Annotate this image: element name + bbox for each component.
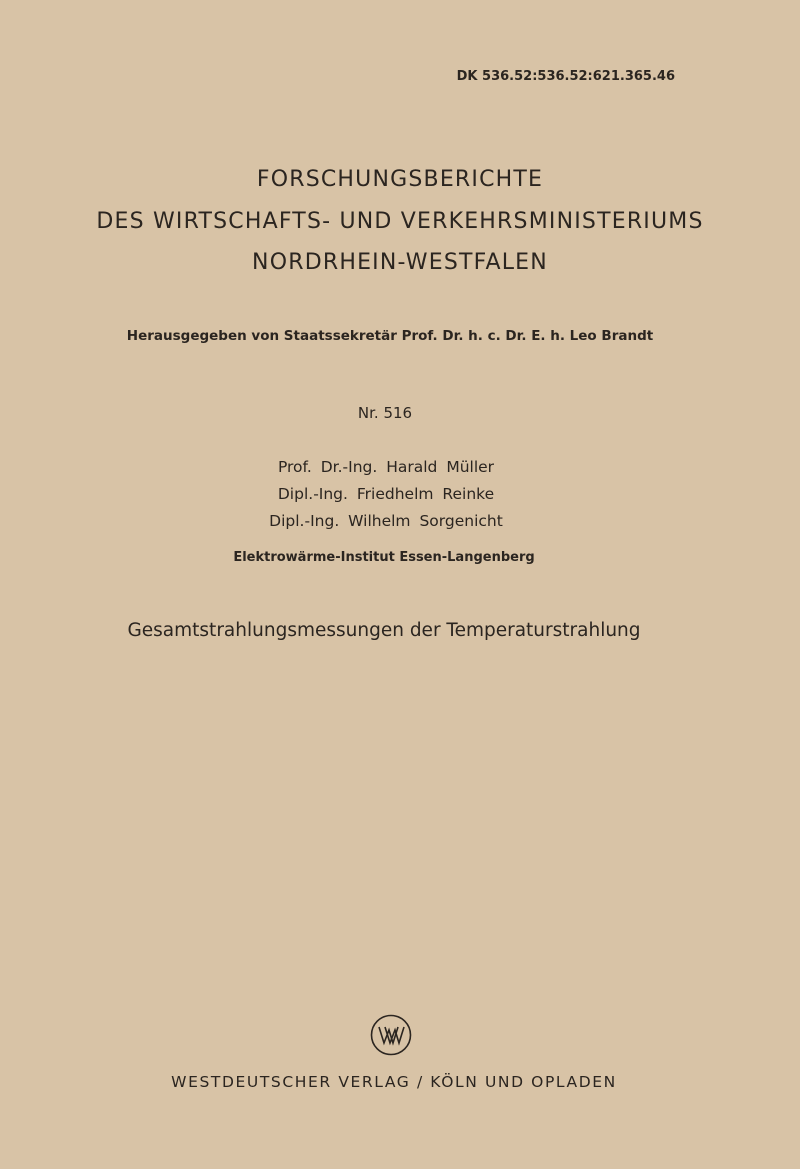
series-title-line-1: FORSCHUNGSBERICHTE (256, 167, 544, 192)
series-title-line-2: DES WIRTSCHAFTS- UND VERKEHRSMINISTERIUMS (96, 209, 704, 234)
author: Dipl.-Ing. Friedhelm Reinke (277, 485, 495, 503)
publisher-logo-icon (370, 1014, 412, 1056)
series-title-line-3: NORDRHEIN-WESTFALEN (252, 250, 548, 275)
volume-number: Nr. 516 (357, 404, 413, 422)
classification-number: DK 536.52:536.52:621.365.46 (456, 69, 675, 84)
book-title: Gesamtstrahlungsmessungen der Temperaturstrahlung (127, 620, 641, 641)
editor-line: Herausgegeben von Staatssekretär Prof. Dr. h. c. Dr. E. h. Leo Brandt (126, 328, 654, 344)
institute: Elektrowärme-Institut Essen-Langenberg (233, 550, 535, 565)
publisher: WESTDEUTSCHER VERLAG / KÖLN UND OPLADEN (171, 1073, 617, 1091)
author: Dipl.-Ing. Wilhelm Sorgenicht (269, 512, 503, 530)
author: Prof. Dr.-Ing. Harald Müller (277, 458, 495, 476)
